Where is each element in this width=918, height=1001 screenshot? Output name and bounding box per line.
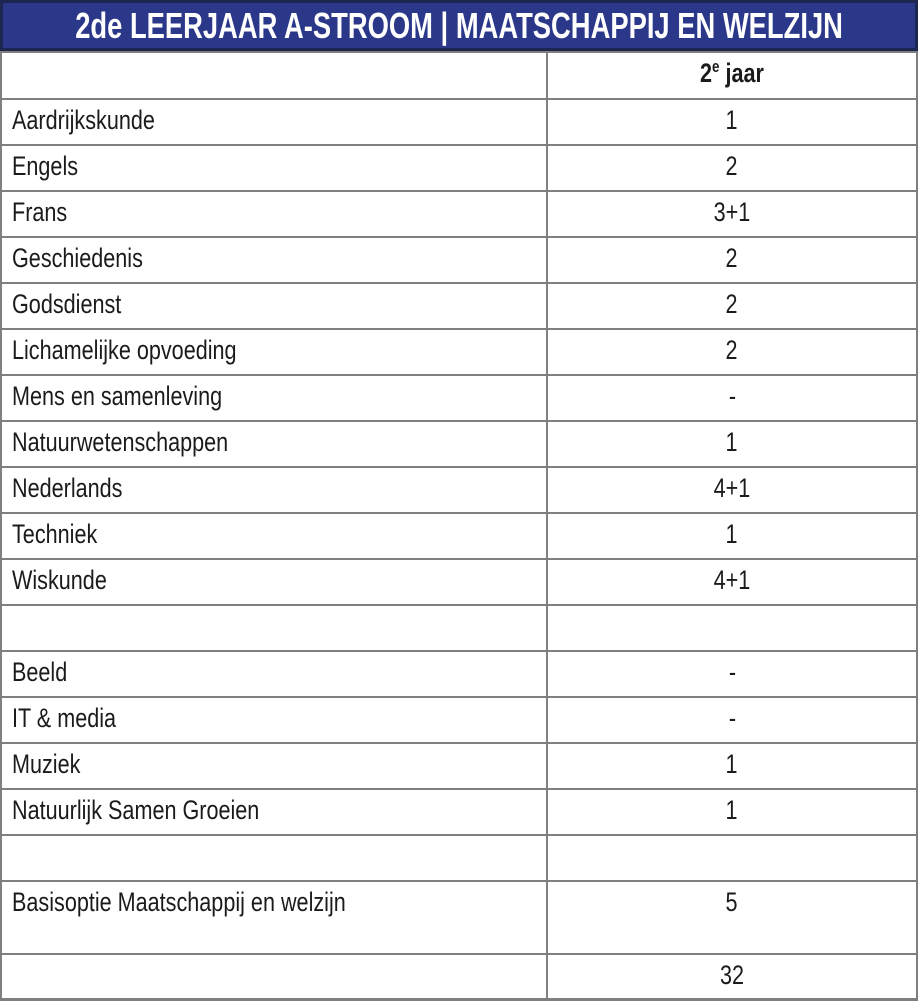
table-row (1, 145, 917, 191)
subject-cell (1, 954, 547, 999)
hours-value: 1 (725, 105, 739, 135)
subject-label: Natuurwetenschappen (12, 427, 229, 457)
hours-value: 3+1 (713, 197, 751, 227)
hours-cell (547, 789, 917, 835)
hours-value: 2 (725, 151, 739, 181)
hours-cell (547, 375, 917, 421)
table-row (1, 743, 917, 789)
table-row (1, 283, 917, 329)
year-header-cell (547, 52, 917, 99)
year-number: 2 (700, 58, 713, 88)
hours-cell (547, 835, 917, 881)
subject-cell (1, 835, 547, 881)
hours-value: - (728, 703, 736, 733)
hours-cell (547, 605, 917, 651)
hours-cell (547, 145, 917, 191)
table-row (1, 789, 917, 835)
hours-value: - (728, 657, 736, 687)
curriculum-table (0, 51, 918, 1001)
subject-label: Aardrijkskunde (12, 105, 155, 135)
table-row (1, 191, 917, 237)
hours-cell (547, 559, 917, 605)
total-hours-value: 32 (719, 960, 745, 990)
table-row (1, 421, 917, 467)
subject-cell (1, 559, 547, 605)
subject-cell (1, 605, 547, 651)
table-row (1, 375, 917, 421)
subject-label: Muziek (12, 749, 81, 779)
subject-cell (1, 329, 547, 375)
subject-cell (1, 697, 547, 743)
hours-cell (547, 743, 917, 789)
subject-cell (1, 283, 547, 329)
hours-value: 5 (725, 887, 739, 917)
subject-header-cell (1, 52, 547, 99)
subject-label: Beeld (12, 657, 68, 687)
hours-value: - (728, 381, 736, 411)
hours-cell (547, 651, 917, 697)
subject-cell (1, 513, 547, 559)
hours-value: 1 (725, 795, 739, 825)
table-header-row (1, 52, 917, 99)
table-row-empty (1, 605, 917, 651)
subject-label: Geschiedenis (12, 243, 143, 273)
table-row (1, 651, 917, 697)
title-banner (0, 0, 918, 51)
subject-cell (1, 237, 547, 283)
subject-cell (1, 191, 547, 237)
hours-cell (547, 191, 917, 237)
table-row (1, 329, 917, 375)
hours-cell (547, 421, 917, 467)
year-superscript: e (712, 57, 720, 76)
table-row (1, 99, 917, 145)
hours-value: 1 (725, 519, 739, 549)
hours-cell (547, 467, 917, 513)
subject-cell (1, 467, 547, 513)
hours-cell (547, 697, 917, 743)
page-title: 2de LEERJAAR A-STROOM | MAATSCHAPPIJ EN WELZIJN (75, 4, 843, 46)
subject-label: Godsdienst (12, 289, 122, 319)
hours-value: 2 (725, 243, 739, 273)
subject-label: Engels (12, 151, 79, 181)
subject-label: Nederlands (12, 473, 123, 503)
table-row-empty (1, 835, 917, 881)
subject-cell (1, 145, 547, 191)
subject-label: IT & media (12, 703, 117, 733)
subject-label: Frans (12, 197, 68, 227)
subject-label: Basisoptie Maatschappij en welzijn (12, 887, 346, 917)
hours-cell (547, 99, 917, 145)
table-row-basisoptie (1, 881, 917, 954)
table-row (1, 467, 917, 513)
hours-value: 2 (725, 289, 739, 319)
hours-cell (547, 881, 917, 954)
hours-value: 4+1 (713, 565, 751, 595)
hours-cell (547, 283, 917, 329)
year-header-label (700, 57, 764, 89)
hours-cell (547, 513, 917, 559)
hours-value: 1 (725, 427, 739, 457)
subject-label: Techniek (12, 519, 98, 549)
subject-cell (1, 651, 547, 697)
hours-value: 1 (725, 749, 739, 779)
subject-label: Natuurlijk Samen Groeien (12, 795, 260, 825)
subject-cell (1, 99, 547, 145)
subject-cell (1, 743, 547, 789)
table-row-total (1, 954, 917, 999)
table-row (1, 559, 917, 605)
subject-label: Mens en samenleving (12, 381, 223, 411)
subject-cell (1, 881, 547, 954)
hours-cell (547, 954, 917, 999)
year-word: jaar (719, 58, 764, 88)
hours-value: 4+1 (713, 473, 751, 503)
hours-cell (547, 237, 917, 283)
hours-value: 2 (725, 335, 739, 365)
table-row (1, 513, 917, 559)
subject-cell (1, 421, 547, 467)
subject-label: Lichamelijke opvoeding (12, 335, 237, 365)
subject-label: Wiskunde (12, 565, 107, 595)
table-row (1, 697, 917, 743)
table-row (1, 237, 917, 283)
subject-cell (1, 375, 547, 421)
subject-cell (1, 789, 547, 835)
hours-cell (547, 329, 917, 375)
